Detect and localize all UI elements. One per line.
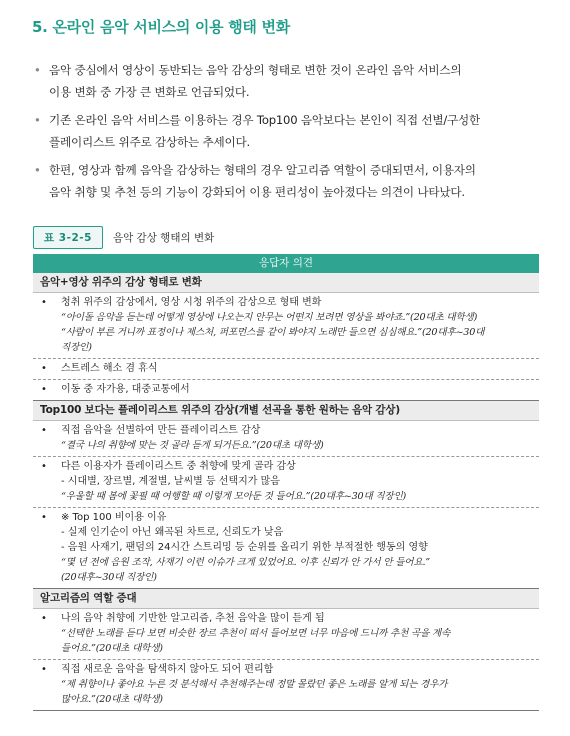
respondent-quote: “제 취향이나 좋아요 누른 것 분석해서 추천해주는데 정말 몰랐던 좋은 노래를 알게 되는 경우가 [61,679,448,690]
table-item [33,293,539,359]
table-item [33,421,539,457]
item-text: • 직접 음악을 선별하여 만든 플레이리스트 감상 [41,425,261,436]
sub-item: - 시대별, 장르별, 계절별, 날씨별 등 선택지가 많음 [61,476,280,487]
bullet-dot-icon: • [41,461,47,472]
bullet-dot-icon: • [34,63,41,77]
respondent-quote: “결국 나의 취향에 맞는 것 골라 듣게 되거든요.”(20대초 대학생) [61,440,324,451]
bullet-dot-icon: • [34,113,41,127]
table-item [33,508,539,589]
bullet-dot-icon: • [41,384,47,395]
item-text: • 다른 이용자가 플레이리스트 중 취향에 맞게 골라 감상 [41,461,296,472]
table-item [33,359,539,380]
item-text: • ※ Top 100 비이용 이유 [41,512,167,523]
summary-bullet [34,159,540,203]
respondent-quote: 많아요.”(20대초 대학생) [61,694,163,705]
summary-bullet [34,109,540,153]
table-item [33,457,539,508]
sub-item: - 실제 인기순이 아닌 왜곡된 차트로, 신뢰도가 낮음 [61,527,284,538]
table-number-tag: 표 3-2-5 [33,226,103,249]
respondent-quote: 직장인) [61,342,92,353]
bullet-dot-icon: • [41,363,47,374]
bullet-line: 플레이리스트 위주로 감상하는 추세이다. [49,135,250,149]
summary-bullet [34,59,540,103]
bullet-line: 음악 중심에서 영상이 동반되는 음악 감상의 형태로 변한 것이 온라인 음악 서비스의 [49,63,462,77]
bullet-line: 한편, 영상과 함께 음악을 감상하는 형태의 경우 알고리즘 역할이 증대되면서, 이용자의 [49,163,476,177]
bullet-line: 기존 온라인 음악 서비스를 이용하는 경우 Top100 음악보다는 본인이 직접 선별/구성한 [49,113,481,127]
bullet-dot-icon: • [41,297,47,308]
table-header: 응답자 의견 [33,254,539,273]
table-item [33,609,539,660]
item-text: • 나의 음악 취향에 기반한 알고리즘, 추천 음악을 많이 듣게 됨 [41,613,325,624]
respondent-quote: 들어요.”(20대초 대학생) [61,643,163,654]
section-title: 5. 온라인 음악 서비스의 이용 행태 변화 [32,18,290,36]
bullet-line: 음악 취향 및 추천 등의 기능이 강화되어 이용 편리성이 높아졌다는 의견이 나타났다. [49,185,465,199]
respondent-quote: (20대후~30대 직장인) [61,572,157,583]
table-caption [33,226,214,249]
bullet-dot-icon: • [34,163,41,177]
item-text: • 청취 위주의 감상에서, 영상 시청 위주의 감상으로 형태 변화 [41,297,322,308]
respondent-quote: “아이돌 음악을 듣는데 어떻게 영상에 나오는지 안무는 어떤지 보려면 영상을 봐야죠.”(20대초 대학생) [61,312,478,323]
item-text: • 직접 새로운 음악을 탐색하지 않아도 되어 편리함 [41,664,274,675]
respondent-quote: “사람이 부른 거니까 표정이나 제스처, 퍼포먼스를 같이 봐야지 노래만 들으면 심심해요.”(20대후~30대 [61,327,485,338]
item-text: • 스트레스 해소 겸 휴식 [41,363,158,374]
bullet-dot-icon: • [41,613,47,624]
respondent-quote: “몇 년 전에 음원 조작, 사재기 이런 이슈가 크게 있었어요. 이후 신뢰가 안 가서 안 들어요.” [61,557,430,568]
summary-bullets [34,59,540,209]
item-text: • 이동 중 자가용, 대중교통에서 [41,384,190,395]
table-caption-text: 음악 감상 행태의 변화 [112,232,215,244]
table-item [33,660,539,711]
category-row: 알고리즘의 역할 증대 [33,589,539,609]
category-row: 음악+영상 위주의 감상 형태로 변화 [33,273,539,293]
respondent-quote: “우울할 때 봄에 꽃필 때 여행할 때 이렇게 모아둔 것 들어요.”(20대후~30대 직장인) [61,491,407,502]
opinion-table [33,254,539,711]
bullet-dot-icon: • [41,512,47,523]
bullet-dot-icon: • [41,664,47,675]
category-row: Top100 보다는 플레이리스트 위주의 감상(개별 선곡을 통한 원하는 음악 감상) [33,401,539,421]
table-item [33,380,539,401]
bullet-dot-icon: • [41,425,47,436]
respondent-quote: “선택한 노래를 듣다 보면 비슷한 장르 추천이 떠서 들어보면 너무 마음에 드니까 추천 곡을 계속 [61,628,451,639]
sub-item: - 음원 사재기, 팬덤의 24시간 스트리밍 등 순위를 올리기 위한 부적절한 행동의 영향 [61,542,428,553]
bullet-line: 이용 변화 중 가장 큰 변화로 언급되었다. [49,85,250,99]
